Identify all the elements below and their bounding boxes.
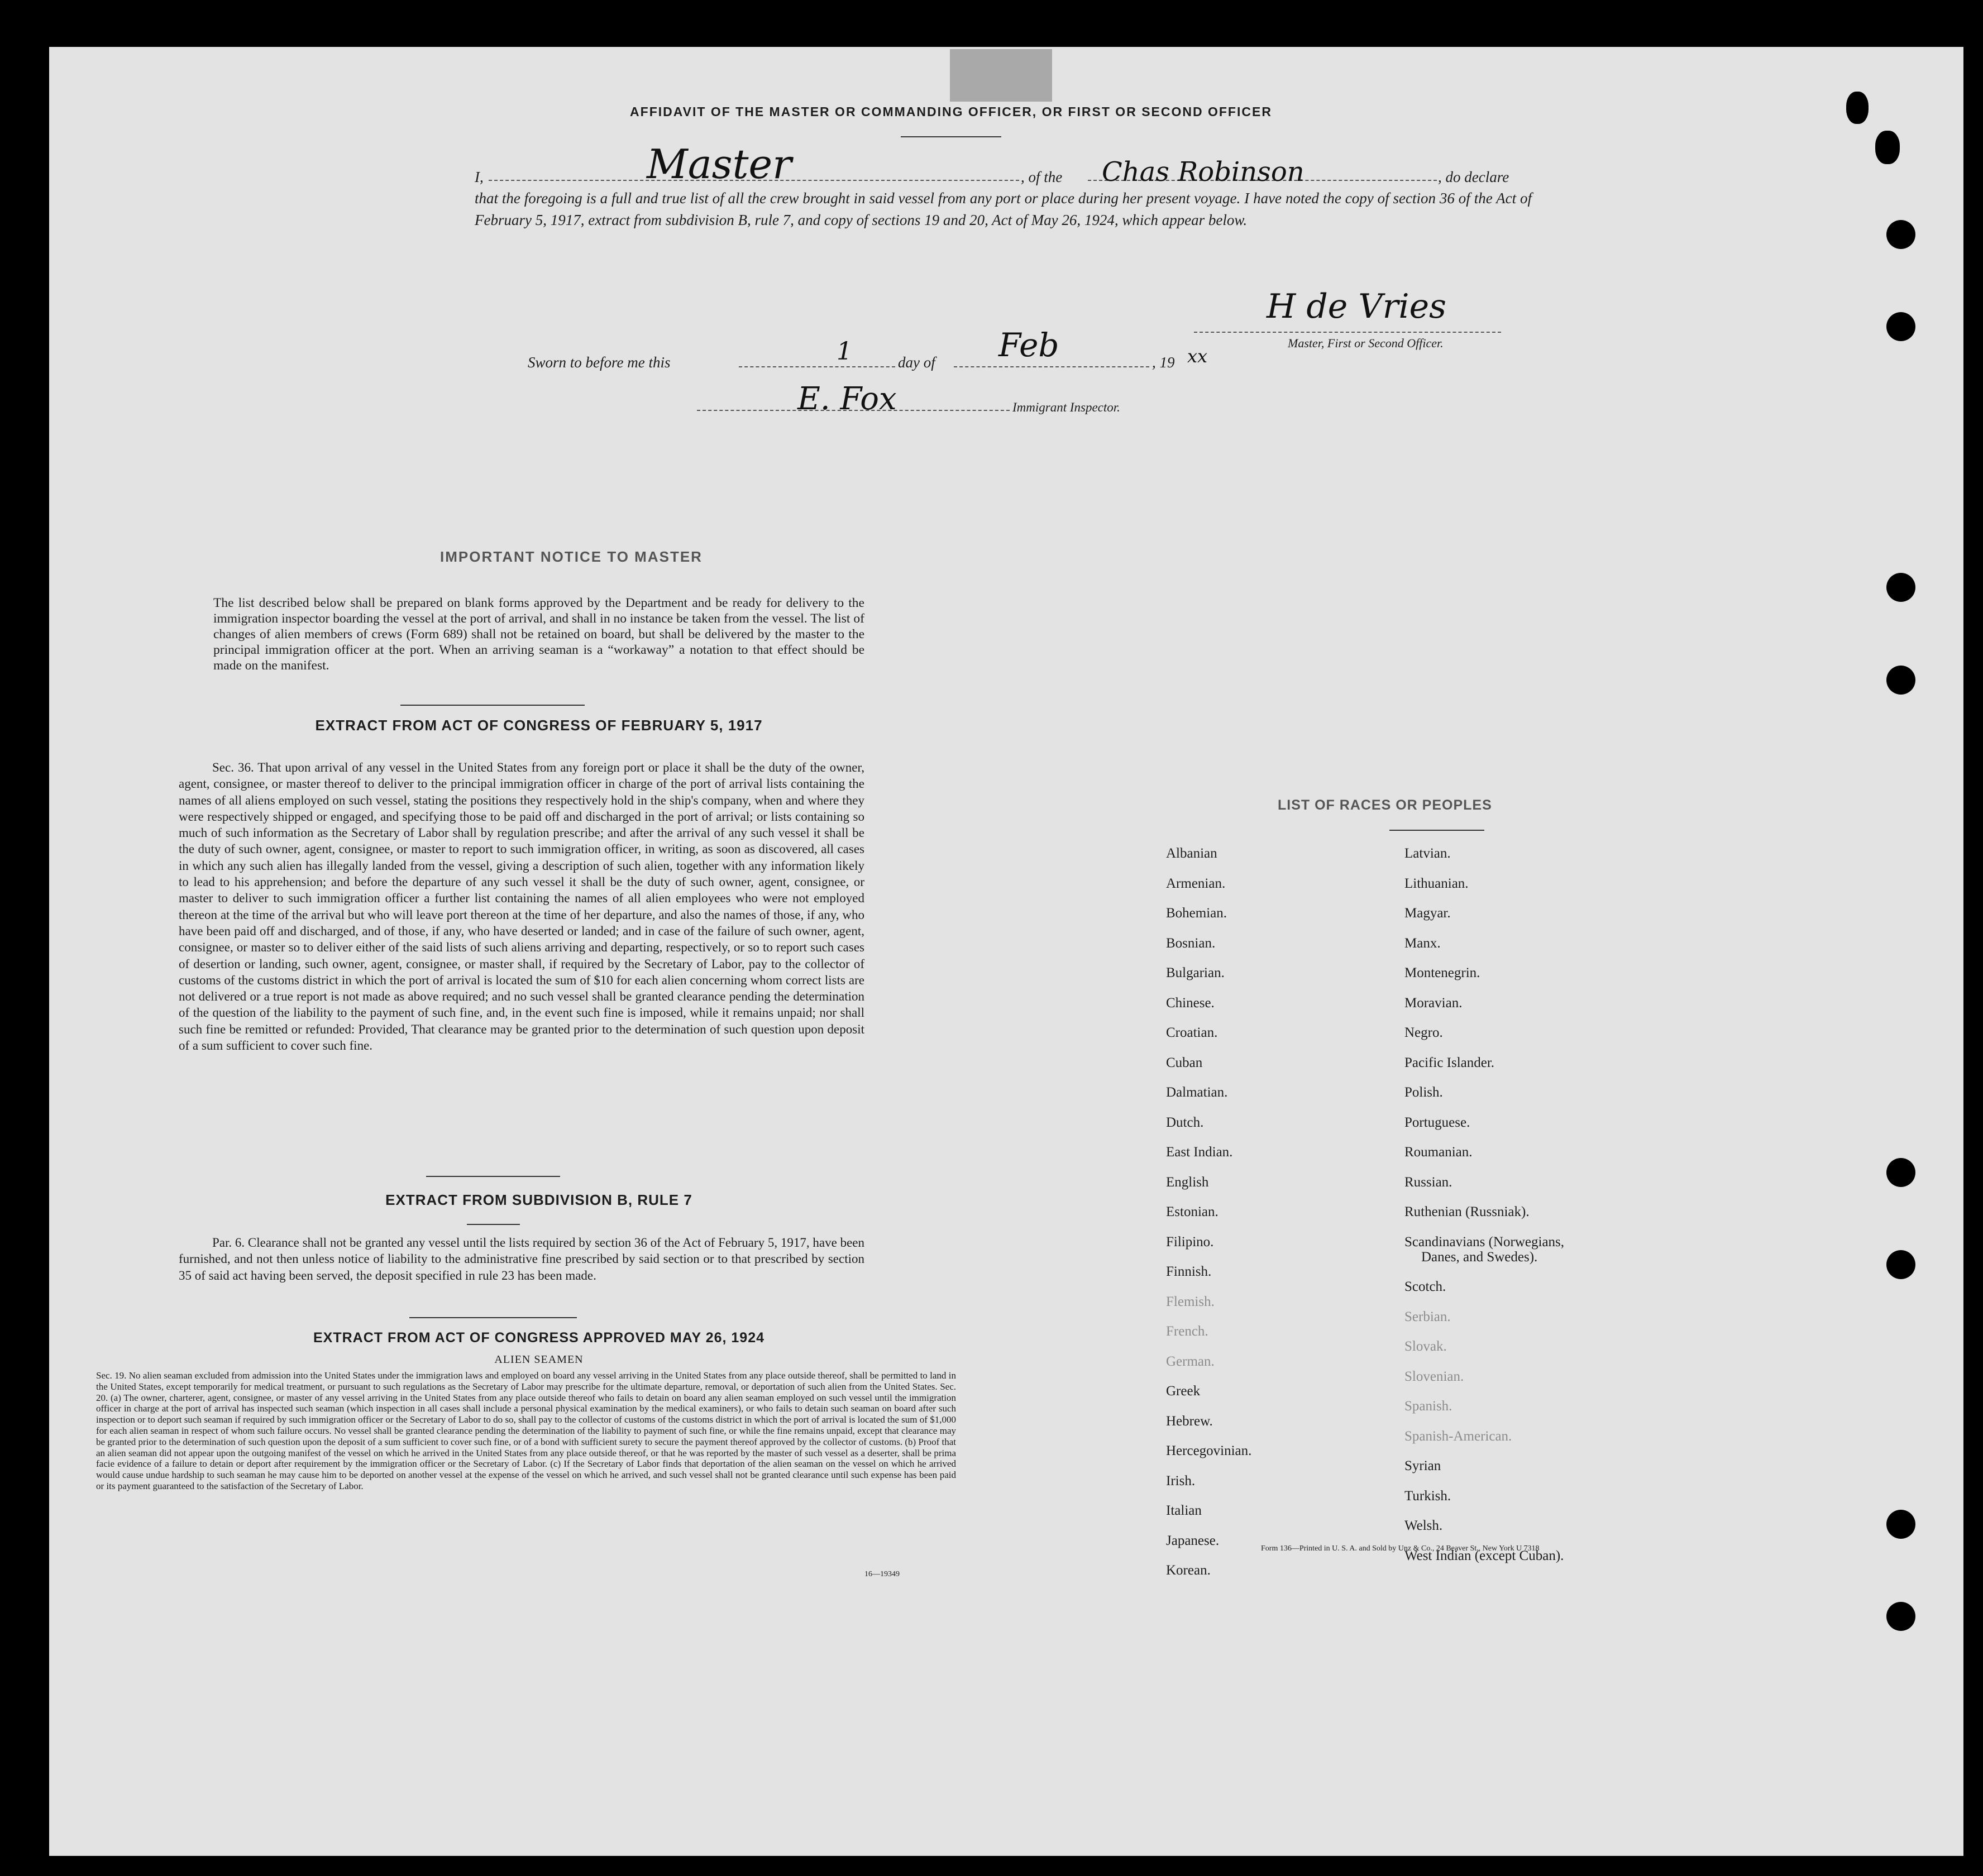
sworn-month-handwriting: Feb — [998, 326, 1059, 364]
race-item: West Indian (except Cuban). — [1404, 1548, 1564, 1563]
do-declare-label: , do declare — [1438, 169, 1509, 185]
day-of-label: day of — [898, 354, 935, 371]
title-rule — [901, 136, 1001, 137]
races-column-right — [1404, 839, 1564, 1571]
race-item: Negro. — [1404, 1025, 1443, 1040]
sworn-label: Sworn to before me this — [528, 354, 671, 371]
rule7-text: Par. 6. Clearance shall not be granted any vessel until the lists required by section 36 of the Act of February 5, 1917, have been furnished, and not then unless notice of liability to the administrative fine prescribed by said section or to that prescribed by section 35 of said act having been served, the deposit specified in rule 23 has been made. — [179, 1236, 864, 1282]
race-item: Bulgarian. — [1166, 965, 1225, 980]
race-item: Spanish-American. — [1404, 1428, 1512, 1444]
divider-rule — [426, 1176, 560, 1177]
rule7-heading: EXTRACT FROM SUBDIVISION B, RULE 7 — [385, 1191, 692, 1208]
divider-rule — [400, 705, 585, 706]
race-item: Portuguese. — [1404, 1114, 1470, 1130]
race-item: Welsh. — [1404, 1518, 1443, 1533]
sworn-day-line — [739, 366, 895, 367]
extract-1917-heading: EXTRACT FROM ACT OF CONGRESS OF FEBRUARY 5, 1917 — [315, 717, 763, 734]
document-page — [49, 47, 1963, 1856]
race-item: Dalmatian. — [1166, 1085, 1228, 1100]
affidavit-i: I, — [475, 169, 484, 185]
race-item: Chinese. — [1166, 995, 1215, 1011]
of-the-label: , of the — [1021, 169, 1063, 185]
officer-signature: H de Vries — [1267, 287, 1446, 326]
race-item: Russian. — [1404, 1174, 1452, 1190]
race-item: Montenegrin. — [1404, 965, 1480, 980]
punch-hole — [1886, 312, 1915, 341]
alien-seamen-subheading: ALIEN SEAMEN — [494, 1353, 584, 1366]
signature-line — [1194, 332, 1501, 333]
punch-hole — [1886, 666, 1915, 695]
race-item: Slovak. — [1404, 1339, 1447, 1354]
race-item: Serbian. — [1404, 1309, 1451, 1324]
race-item: Irish. — [1166, 1473, 1196, 1489]
races-column-left — [1166, 839, 1251, 1586]
divider-rule — [467, 1224, 520, 1225]
year-label: , 19 — [1152, 354, 1175, 371]
race-item: Pacific Islander. — [1404, 1055, 1495, 1070]
sworn-day-handwriting: 1 — [837, 337, 852, 366]
race-item: Armenian. — [1166, 875, 1226, 891]
inspector-signature: E. Fox — [797, 381, 897, 417]
punch-hole — [1886, 1510, 1915, 1539]
race-item: Spanish. — [1404, 1399, 1452, 1414]
race-item: Croatian. — [1166, 1025, 1218, 1040]
race-item: German. — [1166, 1353, 1215, 1369]
divider-rule — [1389, 830, 1484, 831]
race-item: French. — [1166, 1324, 1208, 1339]
punch-hole — [1886, 573, 1915, 602]
punch-hole — [1886, 1250, 1915, 1279]
sworn-month-line — [954, 366, 1149, 367]
paper-tab — [950, 49, 1052, 102]
race-item: Slovenian. — [1404, 1368, 1464, 1384]
race-item: Manx. — [1404, 935, 1441, 951]
races-heading: LIST OF RACES OR PEOPLES — [1278, 797, 1492, 813]
race-item: Scandinavians (Norwegians, — [1404, 1234, 1565, 1250]
race-item: Hercegovinian. — [1166, 1443, 1252, 1458]
punch-hole — [1886, 1602, 1915, 1631]
race-item: Italian — [1166, 1503, 1202, 1518]
race-item: Lithuanian. — [1404, 875, 1469, 891]
race-item: Filipino. — [1166, 1234, 1214, 1250]
race-item: Korean. — [1166, 1563, 1211, 1578]
vessel-name-handwriting: Chas Robinson — [1102, 156, 1305, 188]
form-number: 16—19349 — [864, 1570, 900, 1578]
notice-text: The list described below shall be prepared on blank forms approved by the Department and be ready for delivery to the immigration inspector boarding the vessel at the port of arrival, and shall in no instance be taken from the vessel. The list of changes of alien members of crews (Form 689) shall not be retained on board, but shall be delivered by the master to the principal immigration officer at the port. When an arriving seaman is a “workaway” a notation to that effect should be made on the manifest. — [213, 596, 864, 673]
race-item: East Indian. — [1166, 1145, 1233, 1160]
race-item: Magyar. — [1404, 906, 1451, 921]
race-item: Syrian — [1404, 1458, 1441, 1473]
race-item: Estonian. — [1166, 1204, 1219, 1219]
punch-hole — [1886, 220, 1915, 249]
race-item: Polish. — [1404, 1085, 1443, 1100]
inspector-caption: Immigrant Inspector. — [1012, 400, 1120, 414]
race-item: Ruthenian (Russniak). — [1404, 1204, 1530, 1219]
declaration-text: that the foregoing is a full and true list of all the crew brought in said vessel from any port or place during her present voyage. I have noted the copy of section 36 of the Act of February 5, 1917, extract from subdivision B, rule 7, and copy of sections 19 and 20, Act of May 26, 1924, which appear below. — [475, 190, 1532, 228]
affidavit-title: AFFIDAVIT OF THE MASTER OR COMMANDING OFFICER, OR FIRST OR SECOND OFFICER — [630, 104, 1272, 119]
race-item: Danes, and Swedes). — [1421, 1249, 1538, 1265]
extract-1924-text: Sec. 19. No alien seaman excluded from admission into the United States under the immigration laws and employed on board any vessel arriving in the United States from any place outside thereof, shall be permitted to land in the United States, except temporarily for medical treatment, or pursuant to such regulations as the Secretary of Labor may prescribe for the ultimate departure, removal, or deportation of such alien from the United States. Sec. 20. (a) The owner, charterer, agent, consignee, or master of any vessel arriving in the United States from any place outside thereof who fails to detain on board any alien seaman employed on such vessel until the immigration officer in charge at the port of arrival has inspected such seaman (which inspection in all cases shall include a personal physical examination by the medical examiners), or who fails to detain such seaman on board after such inspection or to deport such seaman if required by such immigration officer or the Secretary of Labor to do so, shall pay to the collector of customs of the customs district in which the port of arrival is located the sum of $1,000 for each alien seaman in respect of whom such failure occurs. No vessel shall be granted clearance pending the determination of the liability to payment of such fine, or while the fine remains unpaid, except that clearance may be granted prior to the determination of such question upon the deposit of a sum sufficient to cover such fine, or of a bond with sufficient surety to secure the payment thereof approved by the collector of customs. (b) Proof that an alien seaman did not appear upon the outgoing manifest of the vessel on which he arrived in the United States from any place outside thereof, or that he was reported by the master of such vessel as a deserter, shall be prima facie evidence of a failure to detain or deport after requirement by the immigration officer or the Secretary of Labor. (c) If the Secretary of Labor finds that deportation of the alien seaman on the vessel on which he arrived would cause undue hardship to such seaman he may cause him to be deported on another vessel at the expense of the vessel on which he arrived, and such vessel shall not be granted clearance until such expense has been paid or its payment guaranteed to the satisfaction of the Secretary of Labor. — [96, 1370, 956, 1491]
race-item: Albanian — [1166, 846, 1217, 861]
race-item: English — [1166, 1174, 1209, 1190]
race-item: Latvian. — [1404, 846, 1451, 861]
printer-imprint: Form 136—Printed in U. S. A. and Sold by Unz & Co., 24 Beaver St., New York U 7318 — [1261, 1544, 1540, 1553]
race-item: Bosnian. — [1166, 935, 1216, 951]
notice-heading: IMPORTANT NOTICE TO MASTER — [440, 548, 703, 565]
race-item: Dutch. — [1166, 1114, 1204, 1130]
race-item: Scotch. — [1404, 1279, 1446, 1294]
extract-1917-text: Sec. 36. That upon arrival of any vessel in the United States from any foreign port or place it shall be the duty of the owner, agent, consignee, or master thereof to deliver to the principal immigration officer in charge of the port of arrival lists containing the names of all aliens employed on such vessel, stating the positions they respectively hold in the ship's company, when and where they were respectively shipped or engaged, and specifying those to be paid off and discharged in the port of arrival; or lists containing so much of such information as the Secretary of Labor shall by regulation prescribe; and after the arrival of any such vessel it shall be the duty of such owner, agent, consignee, or master to report to such immigration officer, in writing, as soon as discovered, all cases in which any such alien has illegally landed from the vessel, giving a description of such alien, together with any information likely to lead to his apprehension; and before the departure of any such vessel it shall be the duty of such owner, agent, consignee, or master to deliver to such immigration officer a further list containing the names of all alien employees who were not employed thereon at the time of the arrival but who will leave port thereon at the time of her departure, and also the names of those, if any, who have been paid off and discharged, and of those, if any, who have deserted or landed; and in case of the failure of such owner, agent, consignee, or master so to deliver either of the said lists of such aliens arriving and departing, respectively, or so to report such cases of desertion or landing, such owner, agent, consignee, or master shall, if required by the Secretary of Labor, pay to the collector of customs of the customs district in which the port of arrival is located the sum of $10 for each alien concerning whom correct lists are not delivered or a true report is not made as above required; and no such vessel shall be granted clearance pending the determination of the question of the liability to the payment of such fine, and, in the event such fine is imposed, while it remains unpaid; nor shall such fine be remitted or refunded: Provided, That clearance may be granted prior to the determination of such question upon deposit of a sum sufficient to cover such fine. — [179, 760, 864, 1053]
extract-1924-heading: EXTRACT FROM ACT OF CONGRESS APPROVED MAY 26, 1924 — [313, 1330, 765, 1346]
race-item: Japanese. — [1166, 1533, 1220, 1548]
race-item: Finnish. — [1166, 1264, 1212, 1279]
punch-hole — [1886, 1158, 1915, 1187]
year-handwriting: xx — [1187, 346, 1208, 367]
race-item: Flemish. — [1166, 1294, 1215, 1309]
divider-rule — [409, 1317, 577, 1318]
race-item: Cuban — [1166, 1055, 1203, 1070]
punch-hole — [1875, 131, 1900, 164]
race-item: Roumanian. — [1404, 1145, 1473, 1160]
race-item: Greek — [1166, 1384, 1201, 1399]
race-item: Turkish. — [1404, 1488, 1451, 1504]
race-item: Moravian. — [1404, 995, 1463, 1011]
master-name-handwriting: Master — [647, 141, 792, 188]
race-item: Bohemian. — [1166, 906, 1227, 921]
signature-caption: Master, First or Second Officer. — [1288, 336, 1444, 350]
race-item: Hebrew. — [1166, 1413, 1213, 1429]
